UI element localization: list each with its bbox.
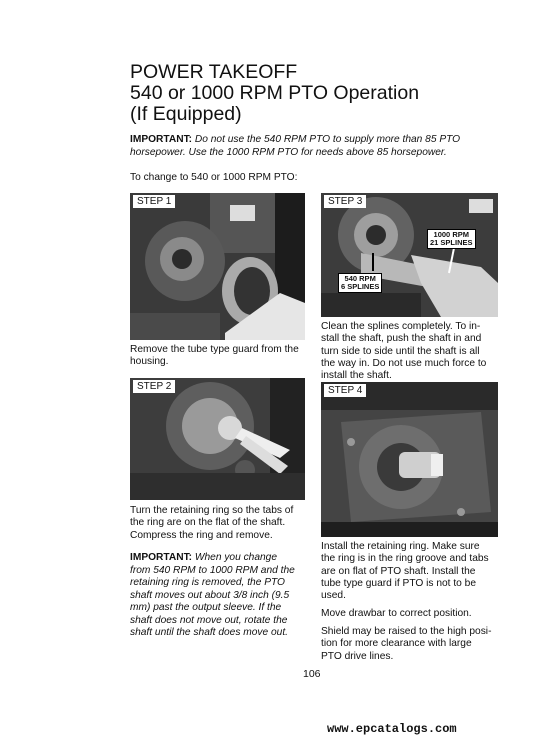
step1-caption: Remove the tube type guard from the housing. — [130, 344, 299, 368]
step3-label: STEP 3 — [324, 195, 366, 208]
step4-caption: Install the retaining ring. Make sure the ring is in the ring groove and tabs are on flat of PTO shaft. Install the tube type guard if PTO is not to be used. — [321, 541, 489, 602]
page-title — [130, 62, 510, 125]
important-note-top — [130, 133, 510, 159]
important-bottom-label: IMPORTANT: — [130, 552, 193, 563]
step1-label: STEP 1 — [133, 195, 175, 208]
important-note-bottom: IMPORTANT: When you change from 540 RPM to 1000 RPM and the retaining ring is removed, the PTO shaft moves out about 3/8 inch (9.5 mm) past the output sleeve. If the shaft does not move out, rotate the shaft until the shaft does move out. — [130, 552, 295, 638]
step2-label: STEP 2 — [133, 380, 175, 393]
title-line-3: (If Equipped) — [130, 103, 242, 125]
intro-text: To change to 540 or 1000 RPM PTO: — [130, 172, 298, 183]
title-line-2: 540 or 1000 RPM PTO Operation — [130, 82, 420, 104]
callout-1000rpm: 1000 RPM 21 SPLINES — [427, 229, 476, 249]
important-text: Do not use the 540 RPM PTO to supply more than 85 PTO horsepower. Use the 1000 RPM PTO for needs above 85 horsepower. — [130, 134, 461, 158]
page-number: 106 — [303, 668, 321, 680]
step3-photo — [321, 193, 498, 317]
watermark: www.epcatalogs.com — [327, 722, 457, 736]
step4-image — [321, 382, 498, 537]
step3-caption: Clean the splines completely. To in- stall the shaft, push the shaft in and turn side to side until the shaft is all the way in. Do not use much force to install the shaft. — [321, 321, 487, 382]
drawbar-note: Move drawbar to correct position. — [321, 608, 472, 619]
step2-caption: Turn the retaining ring so the tabs of the ring are on the flat of the shaft. Compress the ring and remove. — [130, 505, 294, 541]
title-line-1: POWER TAKEOFF — [130, 61, 298, 83]
shield-note: Shield may be raised to the high posi- tion for more clearance with large PTO drive lines. — [321, 626, 492, 662]
step2-photo — [130, 378, 305, 500]
important-label: IMPORTANT: — [130, 134, 193, 145]
callout-540rpm: 540 RPM 6 SPLINES — [338, 273, 382, 293]
step4-label: STEP 4 — [324, 384, 366, 397]
step2-image — [130, 378, 305, 500]
step4-photo — [321, 382, 498, 537]
step1-image — [130, 193, 305, 340]
step1-photo — [130, 193, 305, 340]
step3-image — [321, 193, 498, 317]
